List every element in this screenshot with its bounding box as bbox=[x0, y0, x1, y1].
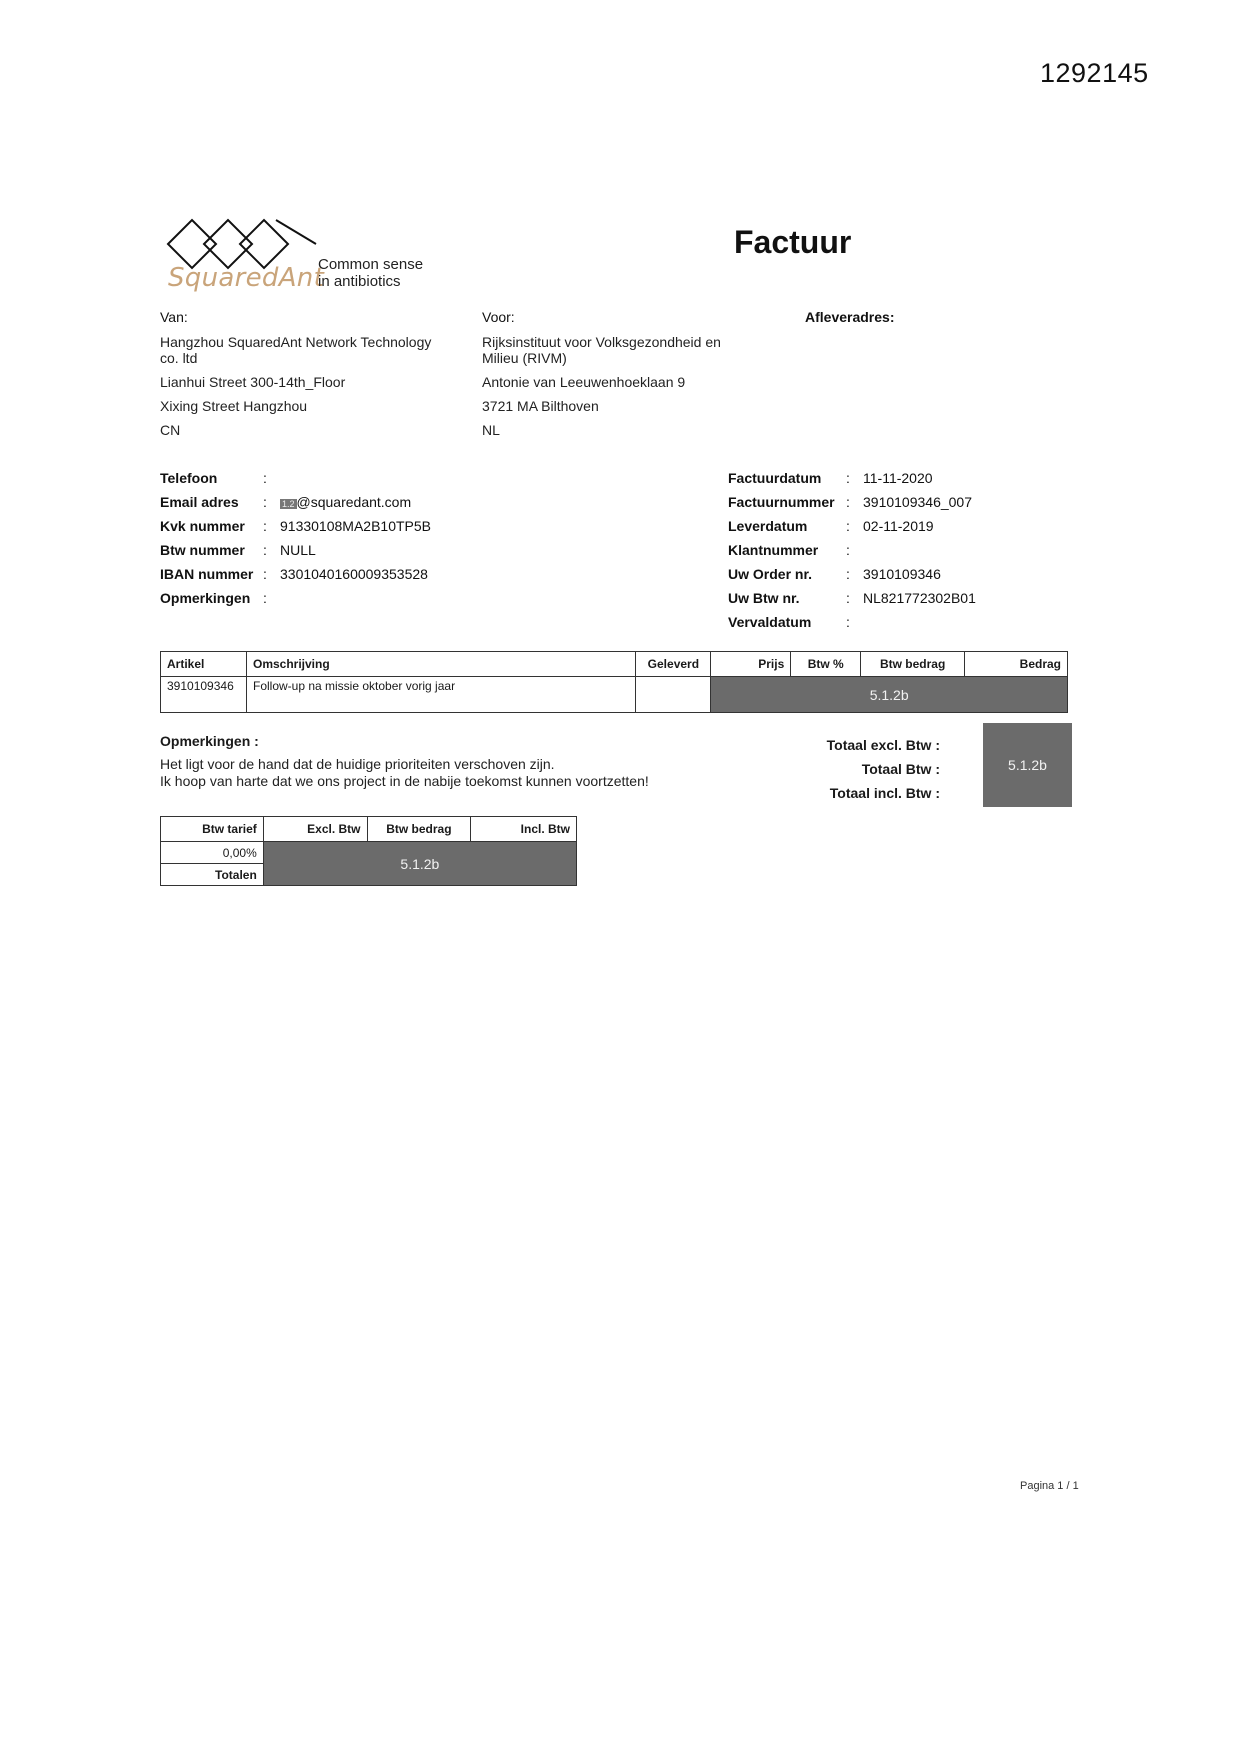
totals-labels: Totaal excl. Btw : Totaal Btw : Totaal incl. Btw : bbox=[826, 737, 940, 801]
meta-row-leverdatum: Leverdatum : 02-11-2019 bbox=[728, 518, 934, 534]
remarks-label: Opmerkingen : bbox=[160, 733, 259, 749]
contact-row-opmerkingen: Opmerkingen : bbox=[160, 590, 267, 606]
item-artikel: 3910109346 bbox=[161, 677, 247, 713]
contact-row-iban: IBAN nummer : 3301040160009353528 bbox=[160, 566, 428, 582]
contact-row-btw: Btw nummer : NULL bbox=[160, 542, 316, 558]
col-prijs: Prijs bbox=[711, 652, 791, 677]
vat-table bbox=[160, 816, 577, 886]
page-title: Factuur bbox=[734, 224, 852, 260]
col-bedrag: Bedrag bbox=[965, 652, 1068, 677]
table-row bbox=[161, 677, 1068, 713]
contact-row-kvk: Kvk nummer : 91330108MA2B10TP5B bbox=[160, 518, 431, 534]
invoice-meta bbox=[728, 470, 976, 638]
logo-wordmark: SquaredAnt bbox=[168, 263, 325, 293]
afleveradres-label: Afleveradres: bbox=[805, 309, 895, 325]
van-label: Van: bbox=[160, 309, 188, 325]
meta-row-order: Uw Order nr. : 3910109346 bbox=[728, 566, 941, 582]
logo-tagline: Common sense in antibiotics bbox=[318, 256, 424, 290]
meta-row-klantnummer: Klantnummer : bbox=[728, 542, 850, 558]
col-excl-btw: Excl. Btw bbox=[263, 817, 367, 842]
sender-address: Hangzhou SquaredAnt Network Technology co. ltd Lianhui Street 300-14th_Floor Xixing Street Hangzhou CN bbox=[160, 334, 432, 438]
items-table-header bbox=[161, 652, 1068, 677]
contact-row-telefoon: Telefoon : bbox=[160, 470, 267, 486]
page-number: Pagina 1 / 1 bbox=[1020, 1480, 1079, 1492]
email-redaction: 1.2 bbox=[282, 499, 295, 509]
meta-row-btw: Uw Btw nr. : NL821772302B01 bbox=[728, 590, 976, 606]
table-row bbox=[161, 842, 577, 864]
voor-label: Voor: bbox=[482, 309, 515, 325]
vat-redaction: 5.1.2b bbox=[263, 842, 576, 886]
col-btw-tarief: Btw tarief bbox=[161, 817, 264, 842]
col-omschrijving: Omschrijving bbox=[246, 652, 635, 677]
remarks-text: Het ligt voor de hand dat de huidige prioriteiten verschoven zijn. Ik hoop van harte dat we ons project in de nabije toekomst kunnen voortzetten! bbox=[160, 756, 649, 789]
col-incl-btw: Incl. Btw bbox=[471, 817, 577, 842]
meta-row-factuurnummer: Factuurnummer : 3910109346_007 bbox=[728, 494, 973, 510]
contact-info bbox=[160, 470, 431, 614]
col-btw-bedrag: Btw bedrag bbox=[861, 652, 965, 677]
col-btw-bedrag: Btw bedrag bbox=[367, 817, 471, 842]
contact-row-email: Email adres : 1.2 @squaredant.com bbox=[160, 494, 412, 510]
meta-row-factuurdatum: Factuurdatum : 11-11-2020 bbox=[728, 470, 933, 486]
recipient-address: Rijksinstituut voor Volksgezondheid en Milieu (RIVM) Antonie van Leeuwenhoeklaan 9 3721 MA Bilthoven NL bbox=[482, 334, 721, 438]
meta-row-vervaldatum: Vervaldatum : bbox=[728, 614, 850, 630]
vat-totals-label: Totalen bbox=[161, 864, 264, 886]
items-table bbox=[160, 651, 1068, 713]
item-omschrijving: Follow-up na missie oktober vorig jaar bbox=[246, 677, 635, 713]
items-redaction: 5.1.2b bbox=[711, 677, 1068, 713]
col-geleverd: Geleverd bbox=[636, 652, 711, 677]
col-artikel: Artikel bbox=[161, 652, 247, 677]
vat-table-header bbox=[161, 817, 577, 842]
document-number: 1292145 bbox=[1040, 58, 1149, 88]
vat-rate: 0,00% bbox=[161, 842, 264, 864]
col-btw-pct: Btw % bbox=[791, 652, 861, 677]
totals-redaction: 5.1.2b bbox=[983, 723, 1072, 807]
